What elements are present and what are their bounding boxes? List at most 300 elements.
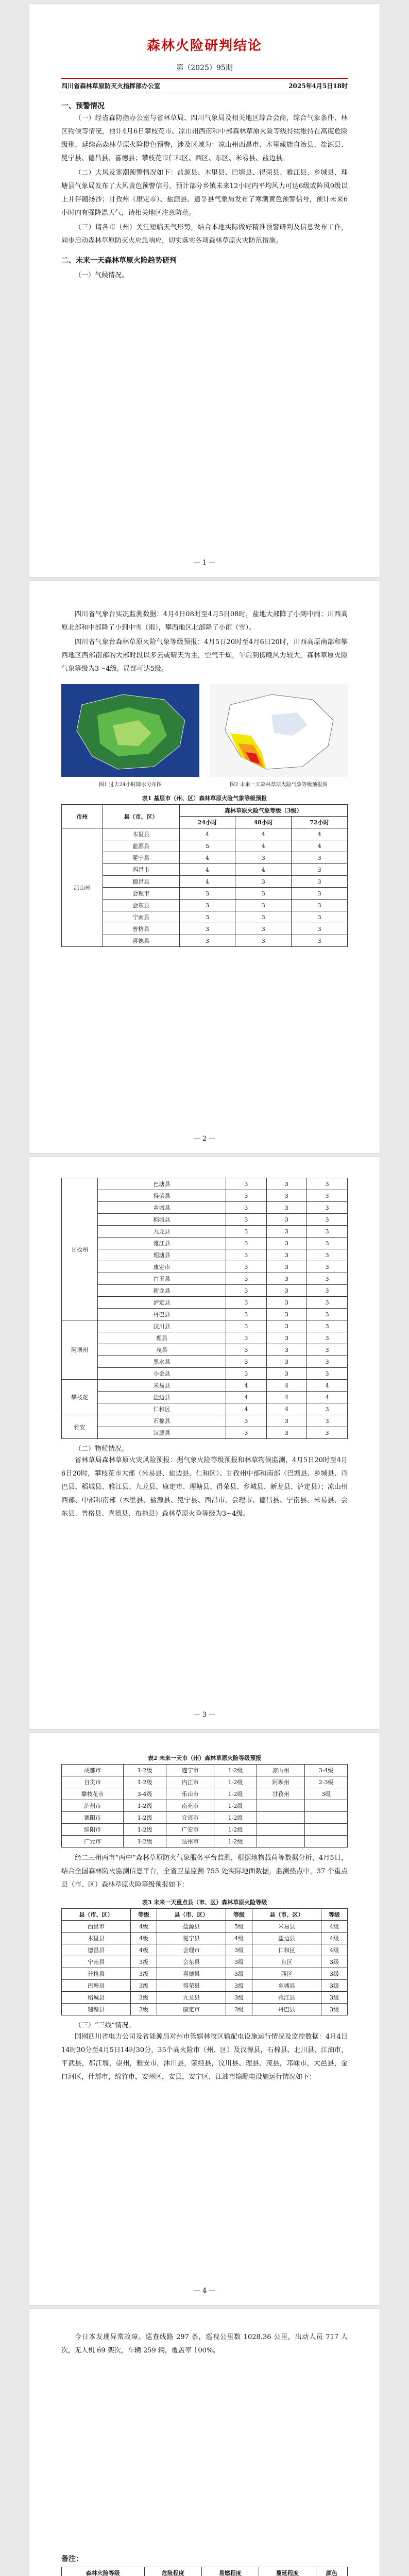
level-cell [305, 1812, 348, 1824]
county-cell: 丹巴县 [98, 1309, 226, 1320]
level-cell: 3 [226, 1285, 267, 1297]
key-county-table [61, 1908, 348, 2015]
level-cell: 3 [266, 1238, 307, 1249]
level-cell: 3 [266, 1202, 307, 1214]
city-cell: 雅安 [62, 1415, 98, 1439]
level-cell: 4级 [321, 1933, 347, 1944]
paragraph-inspection: 今日本发现异常故障。巡查线路 297 条，巡视公里数 1028.36 公里，出动人员 717 人次，无人机 69 架次，车辆 259 辆，覆盖率 100%。 [61, 2333, 348, 2354]
county-cell: 普格县 [62, 1968, 131, 1980]
level-cell: 1-2级 [214, 1836, 257, 1848]
figure-precipitation [61, 684, 199, 788]
table-row [62, 935, 348, 947]
city-cell: 绵阳市 [62, 1824, 124, 1836]
table-row [62, 900, 348, 911]
county-cell: 汉源县 [98, 1427, 226, 1439]
level-cell: 3 [307, 1427, 348, 1439]
level-cell: 3级 [131, 1980, 157, 1992]
level-cell: 3 [235, 852, 292, 864]
county-cell: 丹巴县 [252, 2004, 321, 2015]
county-cell: 白玉县 [98, 1273, 226, 1285]
level-cell: 4级 [226, 1933, 252, 1944]
level-cell: 3级 [226, 1944, 252, 1956]
header-cell: 等级 [321, 1909, 347, 1921]
precipitation-map [61, 684, 199, 777]
table-row [62, 1226, 348, 1238]
county-cell: 木里县 [103, 828, 179, 840]
page-number: — 1 — [193, 559, 216, 567]
level-cell: 4级 [321, 1921, 347, 1933]
city-cell: 攀枝花 [62, 1380, 98, 1415]
level-cell: 3 [235, 923, 292, 935]
level-cell: 3 [307, 1415, 348, 1427]
city-cell: 攀枝花市 [62, 1788, 124, 1800]
level-cell: 5级 [226, 1921, 252, 1933]
table-row [62, 1249, 348, 1261]
city-cell [257, 1824, 304, 1836]
county-cell: 九龙县 [157, 1992, 226, 2004]
level-cell: 3 [226, 1297, 267, 1309]
level-cell: 4 [292, 828, 348, 840]
page-4 [29, 1733, 380, 2305]
level-cell: 3 [235, 888, 292, 900]
table-row [62, 1944, 348, 1956]
county-cell: 木里县 [62, 1933, 131, 1944]
col-24h: 24小时 [179, 817, 235, 828]
table-2-title: 表2 未来一天市（州）森林草原火险等级预报 [147, 1755, 262, 1761]
county-forecast-table [61, 804, 348, 947]
city-cell: 内江市 [166, 1776, 214, 1788]
level-cell [305, 1836, 348, 1848]
county-cell: 茂县 [98, 1344, 226, 1356]
level-cell: 3级 [305, 1788, 348, 1800]
table-row [62, 1403, 348, 1415]
county-cell: 汶川县 [98, 1320, 226, 1332]
county-cell: 泸定县 [98, 1297, 226, 1309]
level-cell: 3 [226, 1202, 267, 1214]
city-cell [257, 1800, 304, 1812]
level-cell: 4 [226, 1380, 267, 1392]
city-cell: 凉山州 [257, 1765, 304, 1776]
level-cell: 2-3级 [305, 1776, 348, 1788]
level-cell: 3 [266, 1190, 307, 1202]
level-cell: 3 [226, 1309, 267, 1320]
figure-fire-risk [210, 684, 348, 788]
table-1-title: 表1 基层市（州、区）森林草原火险气象等级预报 [142, 795, 267, 802]
level-cell: 3 [266, 1226, 307, 1238]
table-row [62, 1273, 348, 1285]
level-cell: 3 [307, 1202, 348, 1214]
level-cell: 4 [226, 1392, 267, 1403]
level-cell: 3 [292, 888, 348, 900]
county-cell: 喜德县 [157, 1968, 226, 1980]
table-row [62, 1214, 348, 1226]
county-cell: 东区 [252, 1956, 321, 1968]
table-row [62, 1392, 348, 1403]
col-48h: 48小时 [235, 817, 292, 828]
table-row [62, 1921, 348, 1933]
paragraph-warning-1: （一）经省森防指办公室与省林草局、四川气象局及相关地区综合会商，综合气象条件、林区物候等情况，预计4月6日攀枝花市、凉山州西南和中部森林草原火险等级持续维持在高度危险级别，延续高森林草原火险橙色预警，涉及区域为：凉山州西昌市、木里藏族自治县、盐源县、冕宁县、德昌县、喜德县；攀枝花市仁和区、西区、东区、米易县、盐边县。 [61, 114, 348, 162]
legend-header-cell: 危险程度 [144, 2567, 201, 2576]
county-cell: 理县 [98, 1332, 226, 1344]
county-cell: 会理市 [103, 888, 179, 900]
paragraph-monitoring: 经二三州两市“两中”森林草原防火气象服务平台监测，根据地物载荷等数据分析，4月5日，结合全国森林防火监测信息平台，全省卫星监测 755 处实际地面数据，监测热点中，37 个重点县（市、区）森林草原火险等级预报如下： [61, 1854, 348, 1889]
level-cell: 3 [266, 1297, 307, 1309]
county-cell: 冕宁县 [103, 852, 179, 864]
level-cell: 3 [226, 1356, 267, 1368]
level-cell: 3级 [131, 2004, 157, 2015]
level-cell: 3 [292, 852, 348, 864]
level-cell: 4 [235, 864, 292, 876]
level-cell: 3 [307, 1297, 348, 1309]
table-row [62, 1980, 348, 1992]
city-cell: 阿坝州 [62, 1320, 98, 1380]
level-cell: 3 [266, 1415, 307, 1427]
document-title: 森林火险研判结论 [146, 38, 262, 54]
level-cell: 3 [307, 1320, 348, 1332]
header-cell: 县（市、区） [157, 1909, 226, 1921]
county-cell: 盐源县 [157, 1921, 226, 1933]
county-cell: 得荣县 [157, 1980, 226, 1992]
level-cell: 3 [226, 1226, 267, 1238]
map-figures [61, 684, 348, 788]
level-cell: 3 [179, 900, 235, 911]
level-cell: 3 [235, 876, 292, 888]
level-cell: 3 [226, 1190, 267, 1202]
table-row [62, 888, 348, 900]
county-cell: 雅江县 [98, 1238, 226, 1249]
level-cell: 4 [266, 1380, 307, 1392]
county-cell: 小金县 [98, 1368, 226, 1380]
level-cell: 3 [307, 1261, 348, 1273]
page-2 [29, 581, 380, 1153]
table-row [62, 911, 348, 923]
col-county: 县（市、区） [103, 805, 179, 828]
level-cell: 4级 [321, 1944, 347, 1956]
city-cell: 德阳市 [62, 1812, 124, 1824]
table-row [62, 1238, 348, 1249]
paragraph-power-lines: 国网四川省电力公司及省能源局对州市管辖林牧区输配电设施运行情况及监控数据：4月4日14时30分至4月5日14时30分，35个高火险市（州、区）及汉源县，石棉县、北川县、江油市，平武县，都江堰，崇州，雅安市，沐川县，荥经县，汶川县、理县、茂县，邛崃市，大邑县，金口河区，什邡市，绵竹市，安州区，安县，安宁区，江油市输配电设施运行情况如下： [61, 2033, 348, 2081]
level-cell: 3 [266, 1368, 307, 1380]
header-cell: 等级 [226, 1909, 252, 1921]
level-cell: 3 [307, 1368, 348, 1380]
county-cell: 康定市 [157, 2004, 226, 2015]
level-cell: 3级 [131, 1956, 157, 1968]
level-cell: 3级 [226, 1980, 252, 1992]
table-row [62, 1776, 348, 1788]
table-row [62, 1297, 348, 1309]
county-cell: 西昌市 [103, 864, 179, 876]
section-heading-1: 一、预警情况 [61, 102, 105, 110]
col-72h: 72小时 [292, 817, 348, 828]
table-row [62, 1800, 348, 1812]
level-cell: 3 [292, 935, 348, 947]
level-cell: 1-2级 [124, 1800, 166, 1812]
table-row [62, 1765, 348, 1776]
fire-level-legend-table [61, 2567, 348, 2576]
fire-risk-map [210, 684, 348, 777]
county-cell: 盐源县 [103, 840, 179, 852]
page-1 [29, 4, 380, 577]
level-cell: 3 [226, 1427, 267, 1439]
note-title: 备注： [61, 2555, 83, 2563]
city-cell: 甘孜州 [257, 1788, 304, 1800]
level-cell: 1-2级 [214, 1765, 257, 1776]
county-cell: 米易县 [252, 1921, 321, 1933]
level-cell: 3级 [321, 1992, 347, 2004]
subheading-weather: （一）气候情况。 [75, 272, 129, 279]
level-cell: 4 [179, 852, 235, 864]
paragraph-warning-3: （三）请各市（州）关注短临天气形势，结合本地实际做好精准预警研判及信息发布工作，同步启动森林草原防灭火应急响应，切实落实各项森林草原火灾防范措施。 [61, 224, 348, 245]
level-cell: 3 [226, 1344, 267, 1356]
table-row [62, 1812, 348, 1824]
paragraph-forecast: 四川省气象台森林草原火险气象等级预报：4月5日20时至4月6日20时，川西高原南部和攀西地区西部南部的大部时段以多云或晴天为主，空气干燥，午后到傍晚风力较大，森林草原火险气象等级为3～4级。局部可达5级。 [61, 638, 348, 673]
city-cell: 自贡市 [62, 1776, 124, 1788]
county-cell: 稻城县 [62, 1992, 131, 2004]
level-cell: 3 [307, 1178, 348, 1190]
level-cell: 4 [179, 864, 235, 876]
table-row [62, 1415, 348, 1427]
county-cell: 新龙县 [98, 1285, 226, 1297]
legend-header-cell: 蔓延程度 [259, 2567, 316, 2576]
county-cell: 普格县 [103, 923, 179, 935]
section-heading-2: 二、未来一天森林草原火险趋势研判 [61, 257, 177, 265]
level-cell: 3 [226, 1178, 267, 1190]
county-cell: 会理市 [157, 1944, 226, 1956]
level-cell: 3级 [321, 1980, 347, 1992]
table-row [62, 1933, 348, 1944]
level-cell: 4 [179, 828, 235, 840]
level-cell: 3-4级 [124, 1788, 166, 1800]
level-cell: 3 [307, 1238, 348, 1249]
level-cell: 3级 [226, 2004, 252, 2015]
table-row [62, 1427, 348, 1439]
level-cell: 3 [266, 1427, 307, 1439]
page-3 [29, 1157, 380, 1729]
county-cell: 西区 [252, 1968, 321, 1980]
level-cell: 3级 [321, 1956, 347, 1968]
level-cell: 3 [307, 1285, 348, 1297]
level-cell: 3 [307, 1344, 348, 1356]
level-cell: 3 [307, 1249, 348, 1261]
county-cell: 乡城县 [252, 1980, 321, 1992]
issue-date: 2025年4月5日18时 [288, 82, 348, 90]
table-row [62, 852, 348, 864]
county-forecast-table-cont [61, 1178, 348, 1439]
header-cell: 县（市、区） [252, 1909, 321, 1921]
table-row [62, 1788, 348, 1800]
level-cell: 4 [266, 1403, 307, 1415]
table-row [62, 2004, 348, 2015]
level-cell: 3 [307, 1356, 348, 1368]
table-row [62, 1968, 348, 1980]
table-row [62, 828, 348, 840]
county-cell: 仁和区 [252, 1944, 321, 1956]
level-cell: 3 [266, 1320, 307, 1332]
level-cell: 3 [266, 1249, 307, 1261]
level-cell: 3 [266, 1261, 307, 1273]
level-cell: 3 [226, 1261, 267, 1273]
county-cell: 乡城县 [98, 1202, 226, 1214]
level-cell: 3 [226, 1214, 267, 1226]
level-cell: 4 [226, 1403, 267, 1415]
level-cell: 3 [266, 1309, 307, 1320]
subheading-lines: （三）“三线”情况。 [75, 2022, 135, 2029]
level-cell: 3 [226, 1332, 267, 1344]
table-row [62, 1380, 348, 1392]
county-cell: 西昌市 [62, 1921, 131, 1933]
level-cell: 3 [307, 1273, 348, 1285]
county-cell: 米易县 [98, 1380, 226, 1392]
page-number: — 3 — [193, 1711, 216, 1719]
paragraph-warning-2: （二）大风及寒潮预警情况如下：盐源县、木里县、巴塘县、得荣县、雅江县、乡城县、理塘县气象局发布了大风黄色预警信号，预计部分乡镇未来12小时内平均风力可达6级或阵风9级以上并伴随扬沙；甘孜州（康定市）、盐源县、道孚县气象局发布了寒潮黄色预警信号，预计未来6小时内有强降温天气，请相关地区注意防范。 [61, 169, 348, 217]
level-cell: 4级 [131, 1944, 157, 1956]
table-row [62, 1992, 348, 2004]
legend-header-cell: 森林火险等级 [62, 2567, 145, 2576]
level-cell: 3 [266, 1214, 307, 1226]
page-number: — 2 — [193, 1135, 216, 1143]
county-cell: 黑水县 [98, 1356, 226, 1368]
level-cell: 3 [292, 923, 348, 935]
level-cell: 3 [226, 1368, 267, 1380]
level-cell [305, 1824, 348, 1836]
col-level: 森林草原火险气象等级（3级） [179, 805, 347, 817]
city-cell: 遂宁市 [166, 1765, 214, 1776]
table-row [62, 1824, 348, 1836]
level-cell: 3-4级 [305, 1765, 348, 1776]
county-cell: 仁和区 [98, 1403, 226, 1415]
level-cell: 3 [307, 1190, 348, 1202]
level-cell: 3 [226, 1273, 267, 1285]
level-cell: 4 [307, 1380, 348, 1392]
level-cell: 4 [179, 876, 235, 888]
city-cell [257, 1812, 304, 1824]
county-cell: 宁南县 [103, 911, 179, 923]
city-cell: 泸州市 [62, 1800, 124, 1812]
col-city: 市州 [62, 805, 103, 828]
level-cell: 3 [266, 1178, 307, 1190]
level-cell [305, 1800, 348, 1812]
level-cell: 1-2级 [124, 1824, 166, 1836]
county-cell: 理塘县 [62, 2004, 131, 2015]
level-cell: 3 [235, 900, 292, 911]
figure-2-caption: 图2 未来一天森林草原火险气象等级预报图 [230, 782, 328, 788]
level-cell: 4 [235, 840, 292, 852]
level-cell: 3级 [321, 1968, 347, 1980]
county-cell: 石棉县 [98, 1415, 226, 1427]
page-number: — 4 — [193, 2287, 216, 2295]
level-cell: 1-2级 [124, 1765, 166, 1776]
level-cell: 3 [292, 911, 348, 923]
header-cell: 县（市、区） [62, 1909, 131, 1921]
table-row [62, 876, 348, 888]
table-row [62, 923, 348, 935]
level-cell: 5 [179, 840, 235, 852]
level-cell: 3 [179, 911, 235, 923]
table-row [62, 1320, 348, 1332]
level-cell: 1-2级 [124, 1776, 166, 1788]
county-cell: 宁南县 [62, 1956, 131, 1968]
level-cell: 3级 [226, 1956, 252, 1968]
document-number: 第（2025）95期 [176, 64, 233, 72]
county-cell: 理塘县 [98, 1249, 226, 1261]
issuer: 四川省森林草原防灭火指挥部办公室 [61, 82, 161, 90]
level-cell: 3 [266, 1332, 307, 1344]
level-cell: 4 [235, 828, 292, 840]
level-cell: 4级 [131, 1921, 157, 1933]
level-cell: 3 [226, 1238, 267, 1249]
level-cell: 3 [226, 1320, 267, 1332]
county-cell: 巴塘县 [98, 1178, 226, 1190]
table-row [62, 1178, 348, 1190]
city-cell: 广元市 [62, 1836, 124, 1848]
table-row [62, 1285, 348, 1297]
level-cell: 3 [179, 888, 235, 900]
figure-1-caption: 图1 过去24小时降水分布图 [98, 782, 162, 788]
level-cell: 1-2级 [214, 1788, 257, 1800]
level-cell: 3 [226, 1415, 267, 1427]
city-cell: 成都市 [62, 1765, 124, 1776]
level-cell: 3 [307, 1332, 348, 1344]
level-cell: 1-2级 [214, 1800, 257, 1812]
city-cell: 宜宾市 [166, 1812, 214, 1824]
city-cell: 阿坝州 [257, 1776, 304, 1788]
table-row [62, 1332, 348, 1344]
paragraph-phenology: 省林草局森林草原火灾风险预报：据气象火险等级预报和林草物候监测，4月5日20时至4月6日20时，攀枝花市大部（米易县、盐边县、仁和区）、甘孜州中部和南部（巴塘县、乡城县、丹巴县、稻城县、雅江县、九龙县、康定市、理塘县、得荣县、乡城县、新龙县、泸定县）；凉山州西部、中部和南部（木里县、盐源县、冕宁县、西昌市、会理市、德昌县、宁南县、米易县、会东县、普格县、喜德县、布拖县）森林草原火险等级为3~4级。 [61, 1456, 348, 1518]
paragraph-observation: 四川省气象台实况监测数据：4月4日08时至4月5日08时，盐地大部降了小到中雨；川西高原北部和中部降了小到中雪（雨），攀西地区北部降了小雨（雪）。 [61, 611, 348, 632]
level-cell: 3 [307, 1309, 348, 1320]
county-cell: 德昌县 [103, 876, 179, 888]
level-cell: 3 [292, 900, 348, 911]
county-cell: 康定市 [98, 1261, 226, 1273]
level-cell: 1-2级 [214, 1776, 257, 1788]
city-cell: 南充市 [166, 1800, 214, 1812]
table-3-title: 表3 未来一天重点县（市、区）森林草原火险等级 [142, 1899, 267, 1906]
county-cell: 会东县 [157, 1956, 226, 1968]
page-5 [29, 2309, 380, 2576]
level-cell: 4 [266, 1392, 307, 1403]
city-cell: 乐山市 [166, 1788, 214, 1800]
level-cell: 1-2级 [124, 1836, 166, 1848]
table-row [62, 1190, 348, 1202]
city-cell [257, 1836, 304, 1848]
county-cell: 稻城县 [98, 1214, 226, 1226]
city-forecast-table [61, 1764, 348, 1848]
county-cell: 盐边县 [252, 1933, 321, 1944]
county-cell: 盐边县 [98, 1392, 226, 1403]
level-cell: 3 [292, 876, 348, 888]
level-cell: 3 [266, 1273, 307, 1285]
level-cell: 3 [179, 923, 235, 935]
county-cell: 喜德县 [103, 935, 179, 947]
legend-header-cell: 颜色 [316, 2567, 347, 2576]
level-cell: 3 [235, 935, 292, 947]
level-cell: 1-2级 [214, 1812, 257, 1824]
level-cell: 3 [226, 1249, 267, 1261]
table-row [62, 1261, 348, 1273]
table-row [62, 1368, 348, 1380]
table-row [62, 1956, 348, 1968]
level-cell: 3 [307, 1214, 348, 1226]
level-cell: 4 [292, 840, 348, 852]
table-row [62, 1202, 348, 1214]
city-cell: 凉山州 [62, 828, 103, 947]
level-cell: 3级 [226, 1968, 252, 1980]
county-cell: 德昌县 [62, 1944, 131, 1956]
level-cell: 3 [235, 911, 292, 923]
level-cell: 3级 [131, 1992, 157, 2004]
county-cell: 九龙县 [98, 1226, 226, 1238]
county-cell: 巴塘县 [62, 1980, 131, 1992]
